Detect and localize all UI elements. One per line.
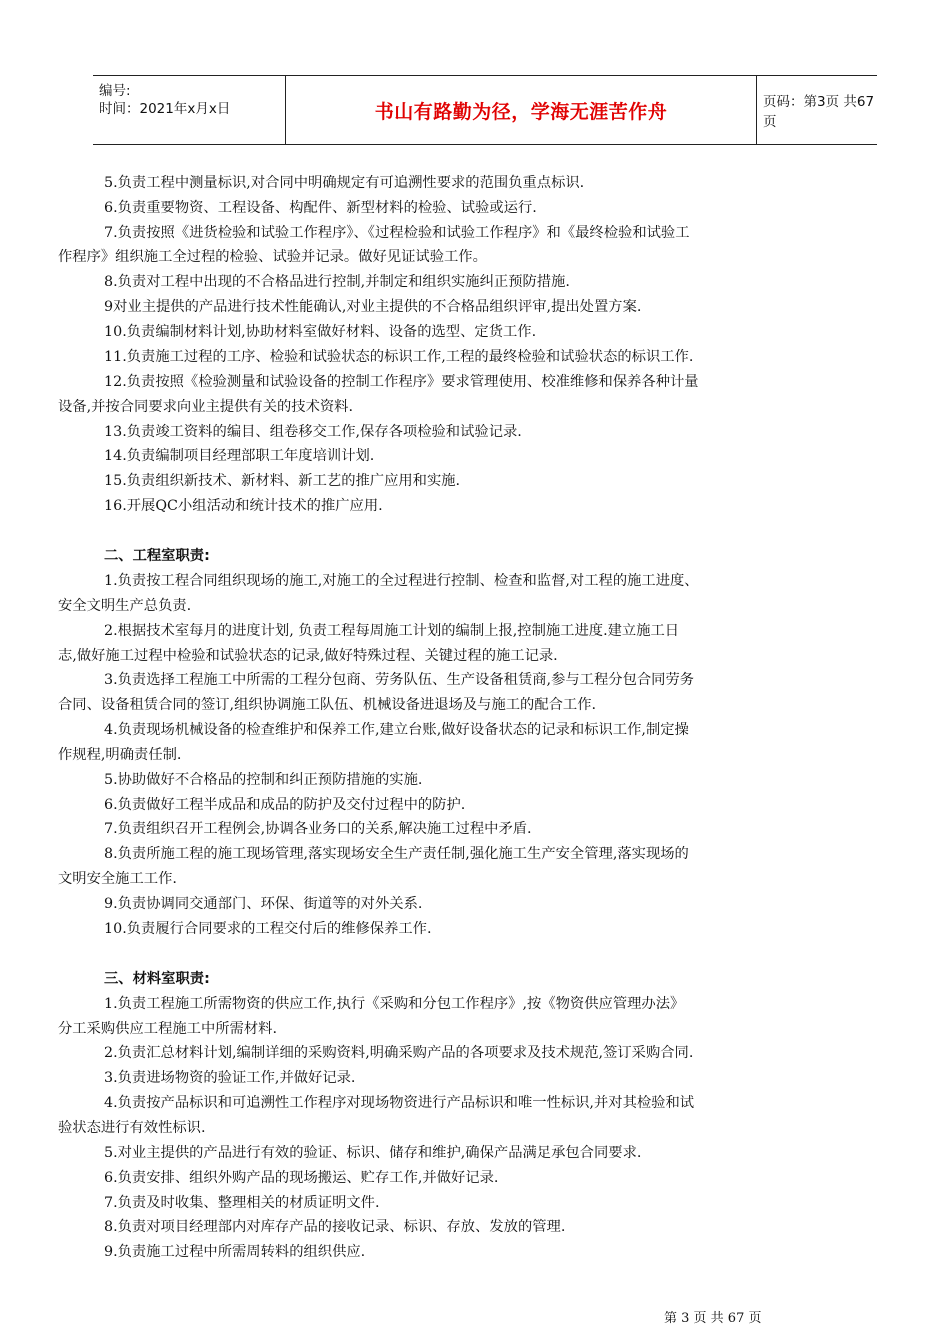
body-line: 9.负责施工过程中所需周转料的组织供应.: [104, 1244, 366, 1260]
body-line: 5.负责工程中测量标识,对合同中明确规定有可追溯性要求的范围负重点标识.: [104, 175, 585, 191]
body-line: 6.负责做好工程半成品和成品的防护及交付过程中的防护.: [104, 797, 466, 813]
body-line: 3.负责进场物资的验证工作,并做好记录.: [104, 1070, 356, 1086]
body-line: 14.负责编制项目经理部职工年度培训计划.: [104, 448, 375, 464]
section-heading: 三、材料室职责:: [104, 971, 210, 987]
body-line: 8.负责对项目经理部内对库存产品的接收记录、标识、存放、发放的管理.: [104, 1219, 566, 1235]
doc-time-label: 时间：2021年x月x日: [99, 101, 231, 117]
body-line: 8.负责所施工程的施工现场管理,落实现场安全生产责任制,强化施工生产安全管理,落实现场的: [104, 846, 689, 862]
body-line: 13.负责竣工资料的编目、组卷移交工作,保存各项检验和试验记录.: [104, 424, 522, 440]
body-line: 2.负责汇总材料计划,编制详细的采购资料,明确采购产品的各项要求及技术规范,签订采购合同.: [104, 1045, 694, 1061]
body-line: 1.负责工程施工所需物资的供应工作,执行《采购和分包工作程序》,按《物资供应管理办法》: [104, 996, 685, 1012]
body-line: 作程序》组织施工全过程的检验、试验并记录。做好见证试验工作。: [58, 249, 487, 265]
body-line: 8.负责对工程中出现的不合格品进行控制,并制定和组织实施纠正预防措施.: [104, 274, 570, 290]
body-line: 12.负责按照《检验测量和试验设备的控制工作程序》要求管理使用、校准维修和保养各种计量: [104, 374, 699, 390]
page-footer: 第 3 页 共 67 页: [664, 1311, 762, 1326]
body-line: 9对业主提供的产品进行技术性能确认,对业主提供的不合格品组织评审,提出处置方案.: [104, 299, 642, 315]
body-line: 2.根据技术室每月的进度计划, 负责工程每周施工计划的编制上报,控制施工进度.建立施工日: [104, 623, 680, 639]
section-heading: 二、工程室职责:: [104, 548, 210, 564]
body-line: 5.协助做好不合格品的控制和纠正预防措施的实施.: [104, 772, 423, 788]
body-line: 安全文明生产总负责.: [58, 598, 192, 614]
body-line: 设备,并按合同要求向业主提供有关的技术资料.: [58, 399, 354, 415]
body-line: 3.负责选择工程施工中所需的工程分包商、劳务队伍、生产设备租赁商,参与工程分包合同劳务: [104, 672, 695, 688]
body-line: 15.负责组织新技术、新材料、新工艺的推广应用和实施.: [104, 473, 461, 489]
body-line: 6.负责安排、组织外购产品的现场搬运、贮存工作,并做好记录.: [104, 1170, 499, 1186]
header-motto: 书山有路勤为径，学海无涯苦作舟: [374, 100, 668, 123]
header-table: [93, 75, 877, 145]
body-line: 7.负责及时收集、整理相关的材质证明文件.: [104, 1195, 380, 1211]
body-line: 志,做好施工过程中检验和试验状态的记录,做好特殊过程、关键过程的施工记录.: [58, 648, 558, 664]
doc-code-label: 编号:: [99, 83, 131, 99]
body-line: 10.负责履行合同要求的工程交付后的维修保养工作.: [104, 921, 432, 937]
body-line: 4.负责按产品标识和可追溯性工作程序对现场物资进行产品标识和唯一性标识,并对其检验和试: [104, 1095, 695, 1111]
body-line: 作规程,明确责任制.: [58, 747, 182, 763]
body-line: 合同、设备租赁合同的签订,组织协调施工队伍、机械设备进退场及与施工的配合工作.: [58, 697, 597, 713]
body-line: 1.负责按工程合同组织现场的施工,对施工的全过程进行控制、检查和监督,对工程的施工进度、: [104, 573, 699, 589]
body-line: 验状态进行有效性标识.: [58, 1120, 206, 1136]
body-line: 9.负责协调同交通部门、环保、街道等的对外关系.: [104, 896, 423, 912]
body-line: 7.负责组织召开工程例会,协调各业务口的关系,解决施工过程中矛盾.: [104, 821, 532, 837]
header-motto-cell: [285, 76, 757, 144]
header-page-number: 页码：第3页 共67页: [763, 94, 875, 130]
body-line: 7.负责按照《进货检验和试验工作程序》、《过程检验和试验工作程序》和《最终检验和试验工: [104, 225, 690, 241]
body-line: 5.对业主提供的产品进行有效的验证、标识、储存和维护,确保产品满足承包合同要求.: [104, 1145, 642, 1161]
body-line: 16.开展QC小组活动和统计技术的推广应用.: [104, 498, 383, 514]
body-line: 文明安全施工工作.: [58, 871, 177, 887]
body-line: 4.负责现场机械设备的检查维护和保养工作,建立台账,做好设备状态的记录和标识工作,制定操: [104, 722, 689, 738]
body-line: 11.负责施工过程的工序、检验和试验状态的标识工作,工程的最终检验和试验状态的标识工作.: [104, 349, 694, 365]
body-line: 10.负责编制材料计划,协助材料室做好材料、设备的选型、定货工作.: [104, 324, 537, 340]
header-left-cell: [93, 76, 285, 144]
body-line: 分工采购供应工程施工中所需材料.: [58, 1021, 277, 1037]
body-line: 6.负责重要物资、工程设备、构配件、新型材料的检验、试验或运行.: [104, 200, 537, 216]
